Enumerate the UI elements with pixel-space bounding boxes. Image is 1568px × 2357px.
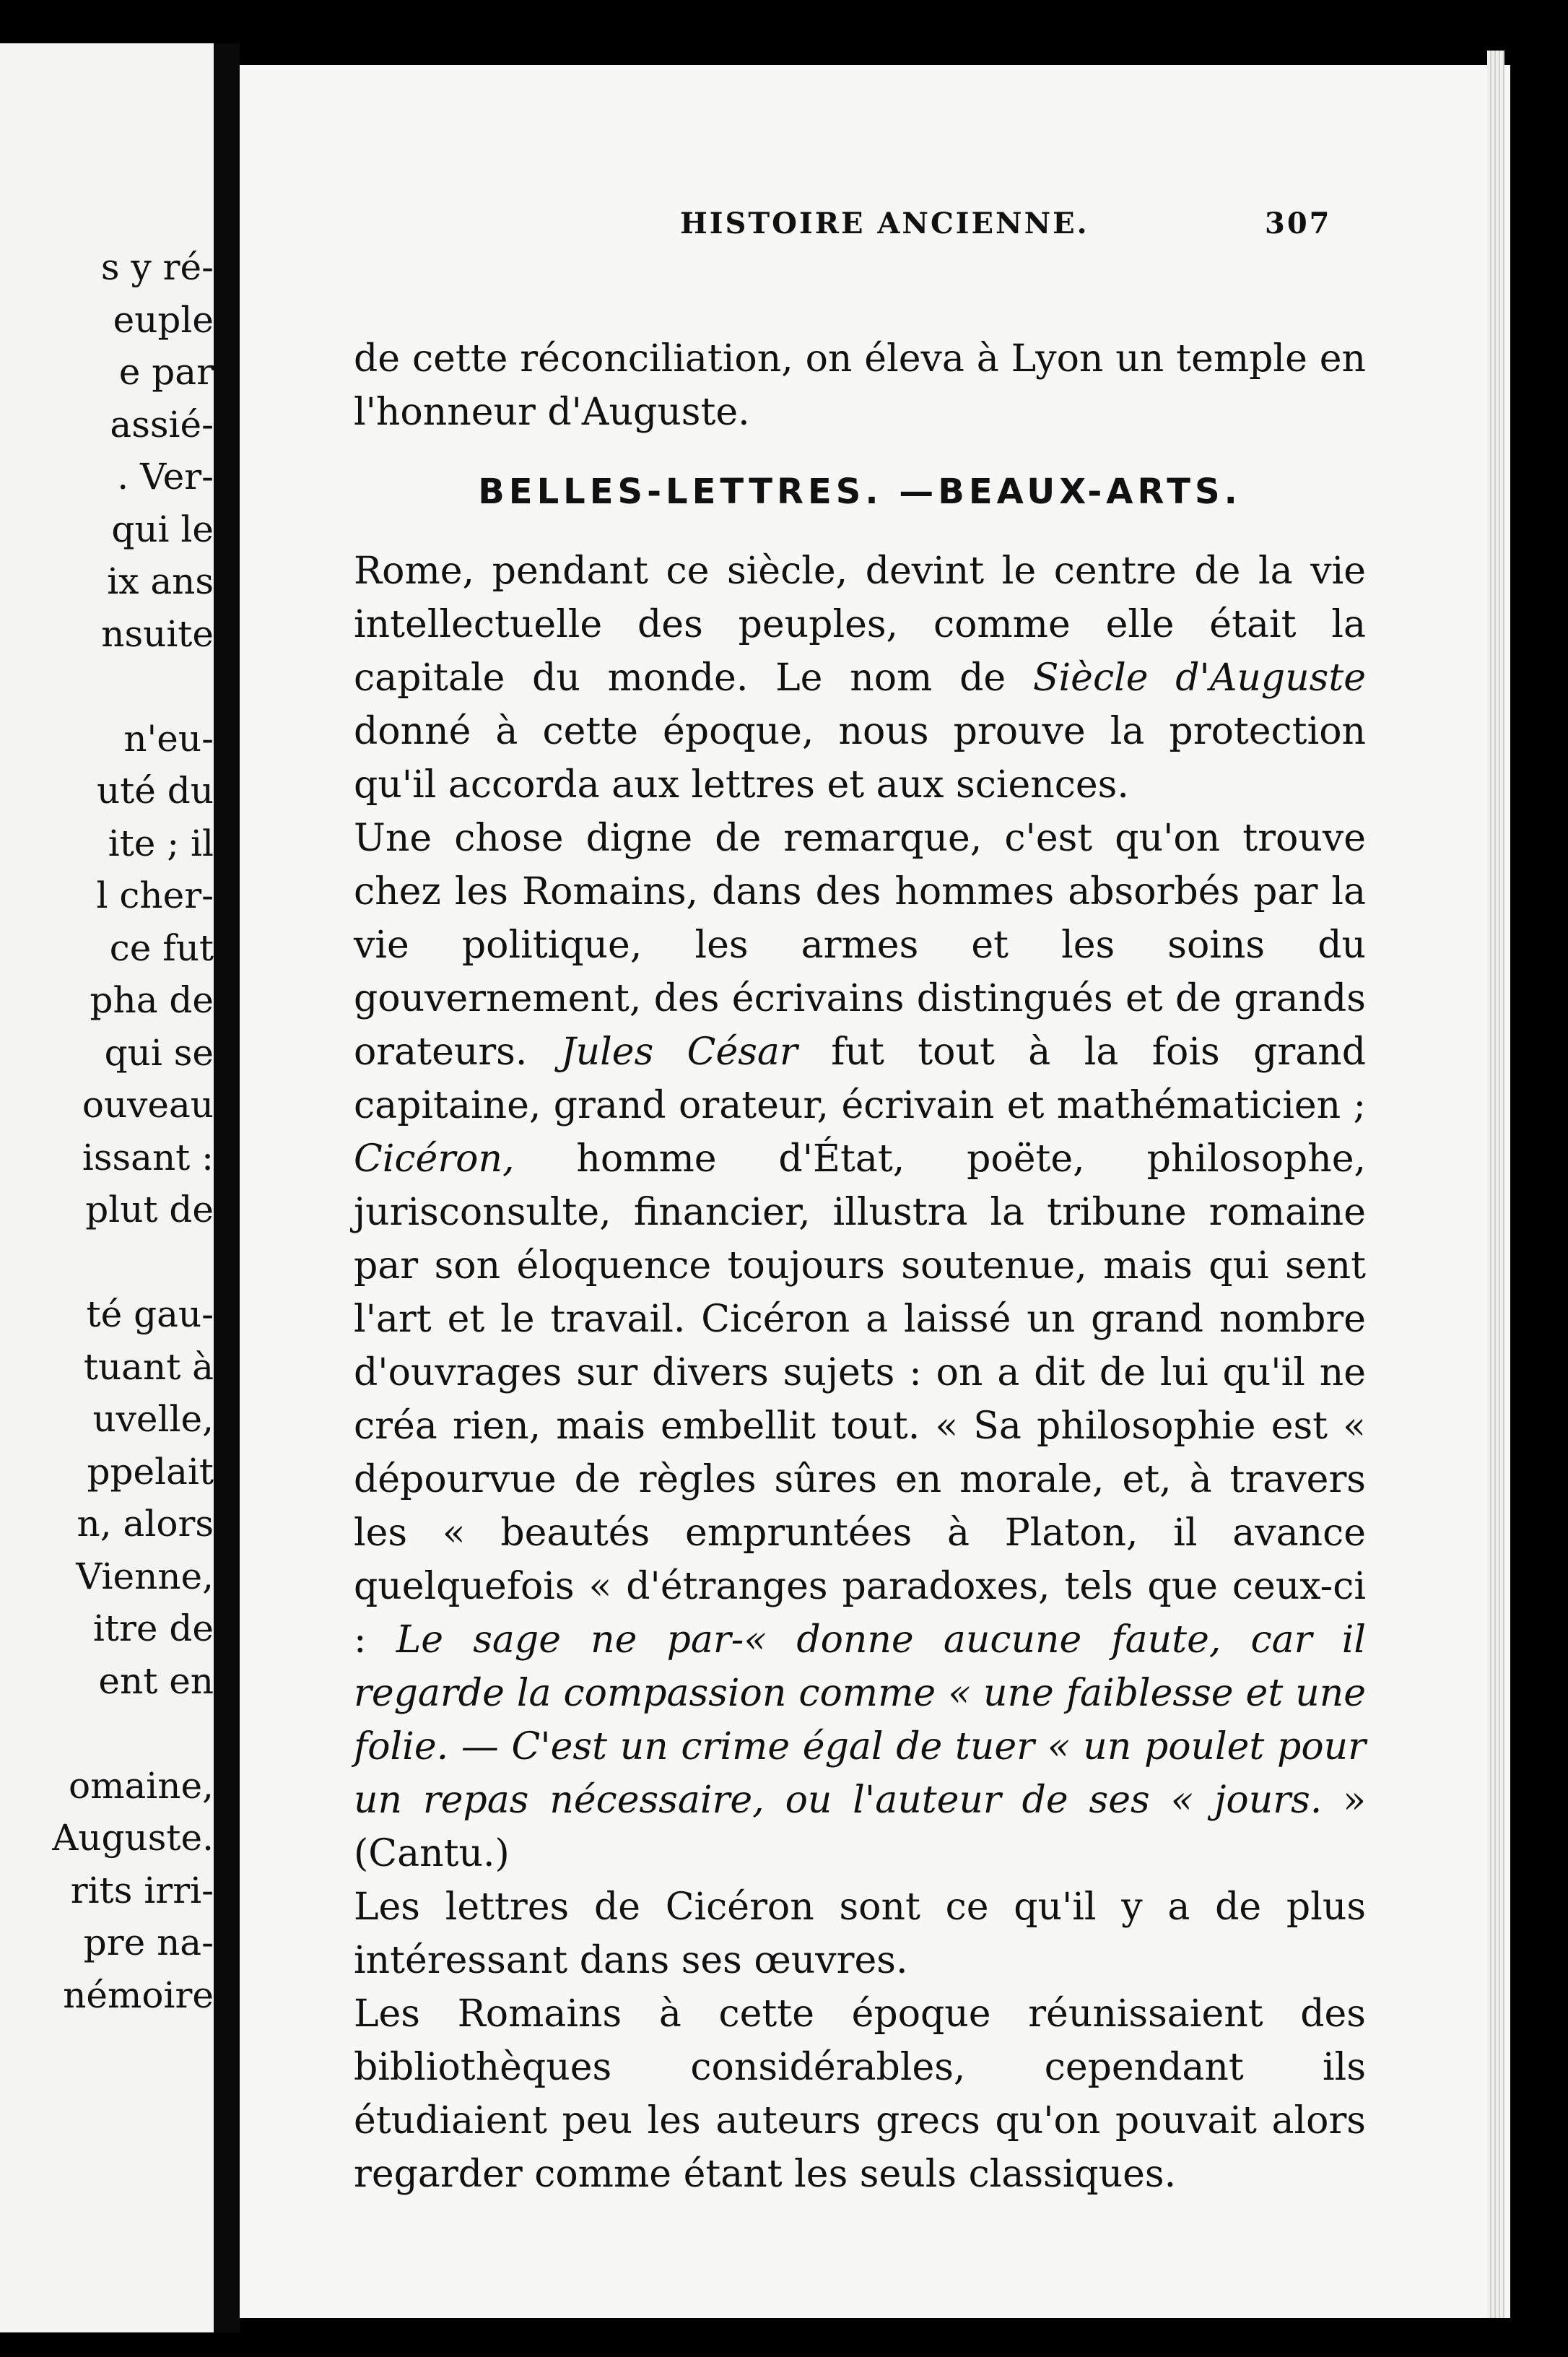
left-page-line: e par [118,351,214,393]
paragraph-1-text-end: donné à cette époque, nous prouve la protection qu'il accorda aux lettres et aux sciences. [354,710,1366,807]
previous-page-fragment [0,43,214,2332]
left-page-line: ouveau [82,1084,214,1126]
paragraph-3: Les lettres de Cicéron sont ce qu'il y a de plus intéressant dans ses œuvres. [354,1885,1366,1982]
left-page-line: Auguste. [52,1817,214,1859]
paragraph-1-text: Rome, pendant ce siècle, devint le centre de la vie intellectuelle des peuples, comme elle était la capitale du monde. Le nom de [354,550,1366,700]
paragraph-2-text-d: » (Cantu.) [354,1779,1367,1875]
left-page-line: n, alors [77,1503,214,1545]
left-page-line: ce fut [109,926,214,969]
left-page-line: assié- [110,403,214,446]
paragraph-2-italic-quote: Le sage ne par-« donne aucune faute, car il regarde la compassion comme « une faiblesse et une folie. — C'est un crime égal de tuer « un poulet pour un repas nécessaire, ou l'auteur de ses « jours. [354,1618,1366,1822]
page-number: 307 [1265,207,1332,240]
left-page-line: l cher- [96,874,214,916]
left-page-line: omaine, [68,1764,214,1807]
left-page-line: té gau- [86,1293,214,1335]
paragraph-2-text-b: fut tout à la fois grand capitaine, grand orateur, écrivain et mathématicien ; [354,1030,1367,1127]
left-page-line: némoire [63,1974,214,2016]
left-page-line: . Ver- [117,456,214,498]
left-page-line: euple [113,298,214,341]
left-page-line: qui se [104,1031,214,1074]
section-heading: BELLES-LETTRES. —BEAUX-ARTS. [478,472,1242,512]
left-page-line: pha de [90,979,214,1021]
paragraph-2-text-c: homme d'État, poëte, philosophe, jurisconsulte, financier, illustra la tribune romaine par son éloquence toujours soutenue, mais qui sent l'art et le travail. Cicéron a laissé un grand nombre d'ouvrages sur divers sujets : on a dit de lui qu'il ne créa rien, mais embellit tout. « Sa philosophie est « dépourvue de règles sûres en morale, et, à travers les « beautés empruntées à Platon, il avance quelquefois « d'étranges paradoxes, tels que ceux-ci : [354,1137,1366,1662]
running-title: HISTOIRE ANCIENNE. [680,207,1089,240]
paragraph-1-italic: Siècle d'Auguste [1032,656,1367,700]
left-page-line: pre na- [83,1922,214,1963]
opening-paragraph: de cette réconciliation, on éleva à Lyon un temple en l'honneur d'Auguste. [354,337,1366,434]
paragraph-1 [354,544,1366,812]
left-page-line: itre de [92,1607,214,1649]
page-edge [1487,51,1504,2318]
left-page-line: qui le [111,508,214,550]
left-page-line: s y ré- [100,246,214,288]
left-page-line: ix ans [107,560,214,602]
paragraph-2-text-a: Une chose digne de remarque, c'est qu'on trouve chez les Romains, dans des hommes absorbés par la vie politique, les armes et les soins du gouvernement, des écrivains distingués et de grands orateurs. [354,817,1366,1074]
paragraph-2-italic-cesar: Jules César [560,1030,798,1074]
left-page-line: nsuite [101,612,214,655]
book-page [240,65,1510,2318]
left-page-line: rits irri- [70,1869,214,1911]
paragraph-4: Les Romains à cette époque réunissaient des bibliothèques considérables, cependant ils étudiaient peu les auteurs grecs qu'on pouvait alors regarder comme étant les seuls classiques. [354,1992,1366,2196]
book-gutter [214,43,240,2332]
left-page-line: uté du [97,770,214,812]
paragraph-2 [354,812,1366,1880]
left-page-line: ppelait [87,1450,214,1493]
left-page-line: Vienne, [76,1555,214,1597]
page-body [354,332,1366,2201]
left-page-line: uvelle, [92,1398,214,1440]
left-page-line: tuant à [83,1345,214,1388]
left-page-line: issant : [82,1136,214,1178]
paragraph-2-italic-ciceron: Cicéron, [354,1137,515,1181]
left-page-line: ent en [98,1659,214,1702]
left-page-line: n'eu- [123,717,214,760]
left-page-line: ite ; il [108,822,214,864]
left-page-line: plut de [85,1189,214,1230]
